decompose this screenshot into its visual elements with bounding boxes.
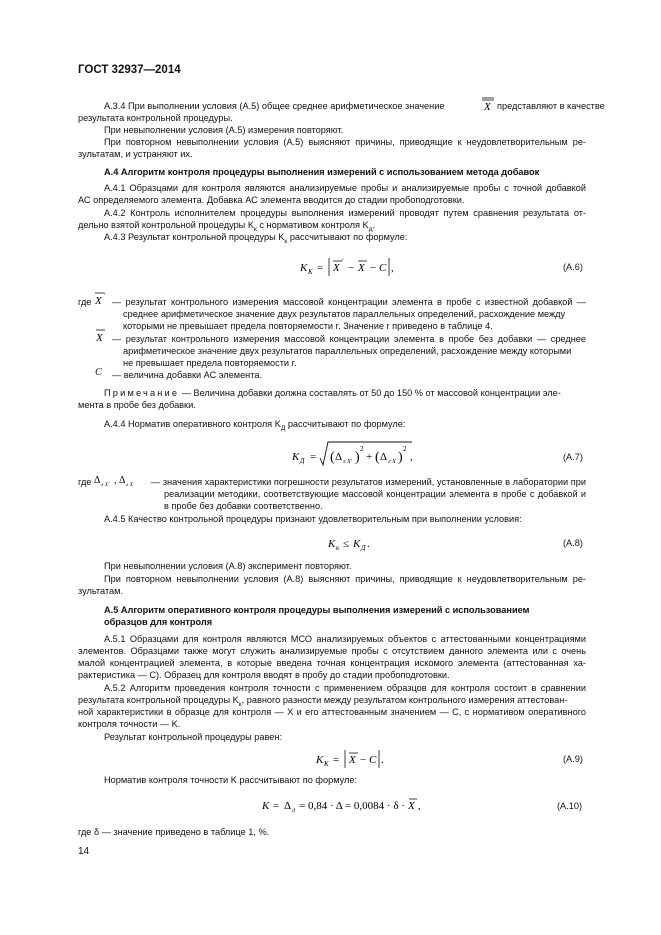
def4-line3: в пробе без добавки соответственно. xyxy=(164,501,323,511)
svg-text:X: X xyxy=(408,800,415,812)
a51-line3: малой концентрацией элемента, в которые введена точная концентрация искомого элемента (аттестованная ха- xyxy=(78,658,586,668)
equation-a9-number: (А.9) xyxy=(563,754,583,764)
svg-text:2: 2 xyxy=(403,445,407,453)
svg-text:K: K xyxy=(292,451,300,463)
svg-text:+: + xyxy=(366,451,373,463)
a51-line4: рактеристика — C). Образец для контроля вводят в пробу до стадии пробоподготовки. xyxy=(78,670,450,680)
a34-line2: При невыполнении условия (А.5) измерения повторяют. xyxy=(104,125,344,135)
svg-text:C: C xyxy=(369,754,377,766)
a34-line3b: зультатам, и устраняют их. xyxy=(78,149,193,159)
page-number: 14 xyxy=(78,846,90,857)
equation-a8-number: (А.8) xyxy=(563,538,583,548)
a4-after-line3: зультатам. xyxy=(78,586,124,596)
a5-norm-line: Норматив контроля точности K рассчитывают по формуле: xyxy=(104,775,358,785)
section-a5-heading-1: А.5 Алгоритм оперативного контроля процедуры выполнения измерений с использованием xyxy=(104,605,530,615)
svg-text:′: ′ xyxy=(104,291,106,300)
def2-line3: не превышает предела повторяемости r. xyxy=(123,358,297,368)
svg-text:K: K xyxy=(262,800,270,812)
equation-a6 xyxy=(300,256,430,283)
equation-a7-number: (А.7) xyxy=(563,452,583,462)
svg-text:X: X xyxy=(96,332,103,343)
section-a5-heading-2: образцов для контроля xyxy=(104,617,213,627)
svg-text:=: = xyxy=(310,451,317,463)
equation-a10-number: (А.10) xyxy=(557,801,583,811)
svg-text:,: , xyxy=(410,451,413,463)
section-a4-heading: А.4 Алгоритм контроля процедуры выполнения измерений с использованием метода добавок xyxy=(104,167,540,177)
standard-header: ГОСТ 32937—2014 xyxy=(78,64,181,76)
svg-text:Δ: Δ xyxy=(94,475,101,486)
svg-text:X: X xyxy=(484,101,491,112)
a51-line1: А.5.1 Образцами для контроля являются МСО анализируемых объектов с аттестованными концентрациями xyxy=(104,634,586,644)
def1-line1: — результат контрольного измерения массовой концентрации элемента в пробе с известной добавкой — xyxy=(112,297,586,307)
equation-a7 xyxy=(292,438,442,475)
a43-line: А.4.3 Результат контрольной процедуры $K_к$ рассчитывают по формуле: xyxy=(104,232,408,245)
svg-text:K: K xyxy=(324,760,329,768)
a44-line: А.4.4 Норматив оперативного контроля $K_Д$ рассчитывают по формуле: xyxy=(104,419,406,432)
x-prime-symbol xyxy=(93,290,109,311)
a44-text-part2: рассчитывают по формуле: xyxy=(287,419,406,429)
a34-line1a: А.3.4 При выполнении условия (А.5) общее среднее арифметическое значение xyxy=(104,101,445,111)
c-symbol: C xyxy=(95,367,103,378)
def1-line2: среднее арифметическое значение двух результатов параллельных определений, расхождение между xyxy=(123,309,566,319)
a4-after-line2: При повторном невыполнении условия (А.8) выясняют причины, приводящие к неудовлетворительным ре- xyxy=(104,574,586,584)
a43-text-part1: А.4.3 Результат контрольной процедуры K xyxy=(104,232,285,242)
svg-text:Δ: Δ xyxy=(119,475,126,486)
a41-line2: АС определяемого элемента. Добавка АС элемента вводится до стадии пробоподготовки. xyxy=(78,195,465,205)
def4-line2: реализации методики, соответствующие массовой концентрации элемента в пробе с добавкой и xyxy=(164,489,586,499)
def4-line1: — значения характеристики погрешности результатов измерений, установленные в лаборатории при xyxy=(151,477,586,487)
svg-text:−: − xyxy=(360,754,367,766)
a34-line1c: результата контрольной процедуры. xyxy=(78,113,233,123)
delta-definition: где δ — значение приведено в таблице 1, %. xyxy=(78,827,270,837)
svg-text:′: ′ xyxy=(342,257,344,266)
svg-text:X: X xyxy=(349,754,356,766)
svg-text:=: = xyxy=(273,800,280,812)
equation-a10 xyxy=(262,796,432,821)
def2-line2: арифметическое значение двух результатов параллельных определений, расхождение между которыми xyxy=(123,346,572,356)
def3-line: — величина добавки АС элемента. xyxy=(112,370,263,380)
a42-text-part2: с нормативом контроля K xyxy=(259,220,369,230)
a52-line2: результата контрольной процедуры $K_к$, равного разности между результатом контрольного измерения аттестован- xyxy=(78,695,568,708)
svg-text:X: X xyxy=(333,262,340,274)
svg-text:Д: Д xyxy=(361,544,366,552)
svg-text:K: K xyxy=(328,538,336,550)
svg-text:,: , xyxy=(114,475,117,486)
a42-text-part1: дельно взятой контрольной процедуры K xyxy=(78,220,254,230)
equation-a9 xyxy=(316,748,396,775)
svg-text:Δ: Δ xyxy=(335,451,343,463)
where-label-2: где xyxy=(78,477,92,487)
svg-text:л X′: л X′ xyxy=(101,482,110,488)
svg-text:≤: ≤ xyxy=(343,538,350,550)
svg-text:.: . xyxy=(381,754,384,766)
svg-text:л X′: л X′ xyxy=(343,459,353,465)
note-line1 xyxy=(104,387,586,399)
svg-text:): ) xyxy=(398,450,403,465)
svg-text:=: = xyxy=(333,754,340,766)
svg-text:K: K xyxy=(316,754,324,766)
a52-line3: ной характеристики в образце для контроля — X и его аттестованным значением — C, с нормативом оперативного xyxy=(78,707,586,717)
where-label: где xyxy=(78,297,92,307)
svg-text:X: X xyxy=(95,295,102,306)
svg-text:Δ: Δ xyxy=(380,451,388,463)
x-double-bar-symbol xyxy=(481,96,495,117)
a34-line1b: представляют в качестве xyxy=(497,101,605,111)
svg-text:л X: л X xyxy=(388,459,396,465)
svg-text:(: ( xyxy=(375,450,380,465)
def1-line3: которыми не превышает предела повторяемости r. Значение r приведено в таблице 4. xyxy=(123,321,493,331)
a45-line: А.4.5 Качество контрольной процедуры признают удовлетворительным при выполнении условия: xyxy=(104,514,522,524)
svg-text:K: K xyxy=(353,538,361,550)
svg-text:Δ: Δ xyxy=(284,800,292,812)
svg-text:л X: л X xyxy=(126,482,134,488)
a43-text-part2: рассчитывают по формуле: xyxy=(289,232,408,242)
a44-text-part1: А.4.4 Норматив оперативного контроля K xyxy=(104,419,281,429)
svg-text:= 0,84 · Δ = 0,0084 · δ ·: = 0,84 · Δ = 0,0084 · δ · xyxy=(299,800,405,812)
x-bar-symbol xyxy=(95,327,109,348)
a4-after-line1: При невыполнении условия (А.8) эксперимент повторяют. xyxy=(104,561,352,571)
note-line2: мента в пробе без добавки. xyxy=(78,400,196,410)
note-label: Примечание xyxy=(104,388,180,398)
svg-text:−: − xyxy=(370,262,377,274)
svg-text:C: C xyxy=(379,262,387,274)
a42-line2: дельно взятой контрольной процедуры $K_к$ с нормативом контроля $K_д$. xyxy=(78,220,376,233)
svg-text:=: = xyxy=(317,262,324,274)
a52-line1: А.5.2 Алгоритм проведения контроля точности с применением образцов для контроля состоит в сравнении xyxy=(104,683,586,693)
a51-line2: элементов. Образцами также могут служить анализируемые пробы с отсутствием данного элемента или с очень xyxy=(78,646,586,656)
svg-text:): ) xyxy=(355,450,360,465)
equation-a8 xyxy=(328,535,378,558)
a34-line3a: При повторном невыполнении условия (А.5) выясняют причины, приводящие к неудовлетворительным ре- xyxy=(104,137,586,147)
svg-text:2: 2 xyxy=(360,445,364,453)
def2-line1: — результат контрольного измерения массовой концентрации элемента в пробе без добавки — среднее xyxy=(112,334,586,344)
a41-line1: А.4.1 Образцами для контроля являются анализируемые пробы и анализируемые пробы с точной добавкой xyxy=(104,183,586,193)
svg-text:−: − xyxy=(348,262,355,274)
svg-text:,: , xyxy=(418,800,421,812)
a52-text-part1: результата контрольной процедуры K xyxy=(78,695,239,705)
svg-text:(: ( xyxy=(330,450,335,465)
svg-text:Д: Д xyxy=(300,457,305,465)
svg-text:X: X xyxy=(358,262,365,274)
svg-text:K: K xyxy=(308,268,313,276)
note-text: — Величина добавки должна составлять от 50 до 150 % от массовой концентрации эле- xyxy=(181,388,561,398)
svg-text:K: K xyxy=(300,262,308,274)
delta-symbols xyxy=(94,472,150,493)
svg-text:к: к xyxy=(336,544,340,552)
a42-line1: А.4.2 Контроль исполнителем процедуры выполнения измерений проводят путем сравнения результата от- xyxy=(104,208,586,218)
a5-result-line: Результат контрольной процедуры равен: xyxy=(104,732,282,742)
a52-text-part2: , равного разности между результатом контрольного измерения аттестован- xyxy=(241,695,568,705)
svg-text:.: . xyxy=(367,538,370,550)
a52-line4: контроля точности — K. xyxy=(78,719,181,729)
svg-text:л: л xyxy=(292,806,296,814)
equation-a6-number: (А.6) xyxy=(563,262,583,272)
svg-text:,: , xyxy=(391,262,394,274)
